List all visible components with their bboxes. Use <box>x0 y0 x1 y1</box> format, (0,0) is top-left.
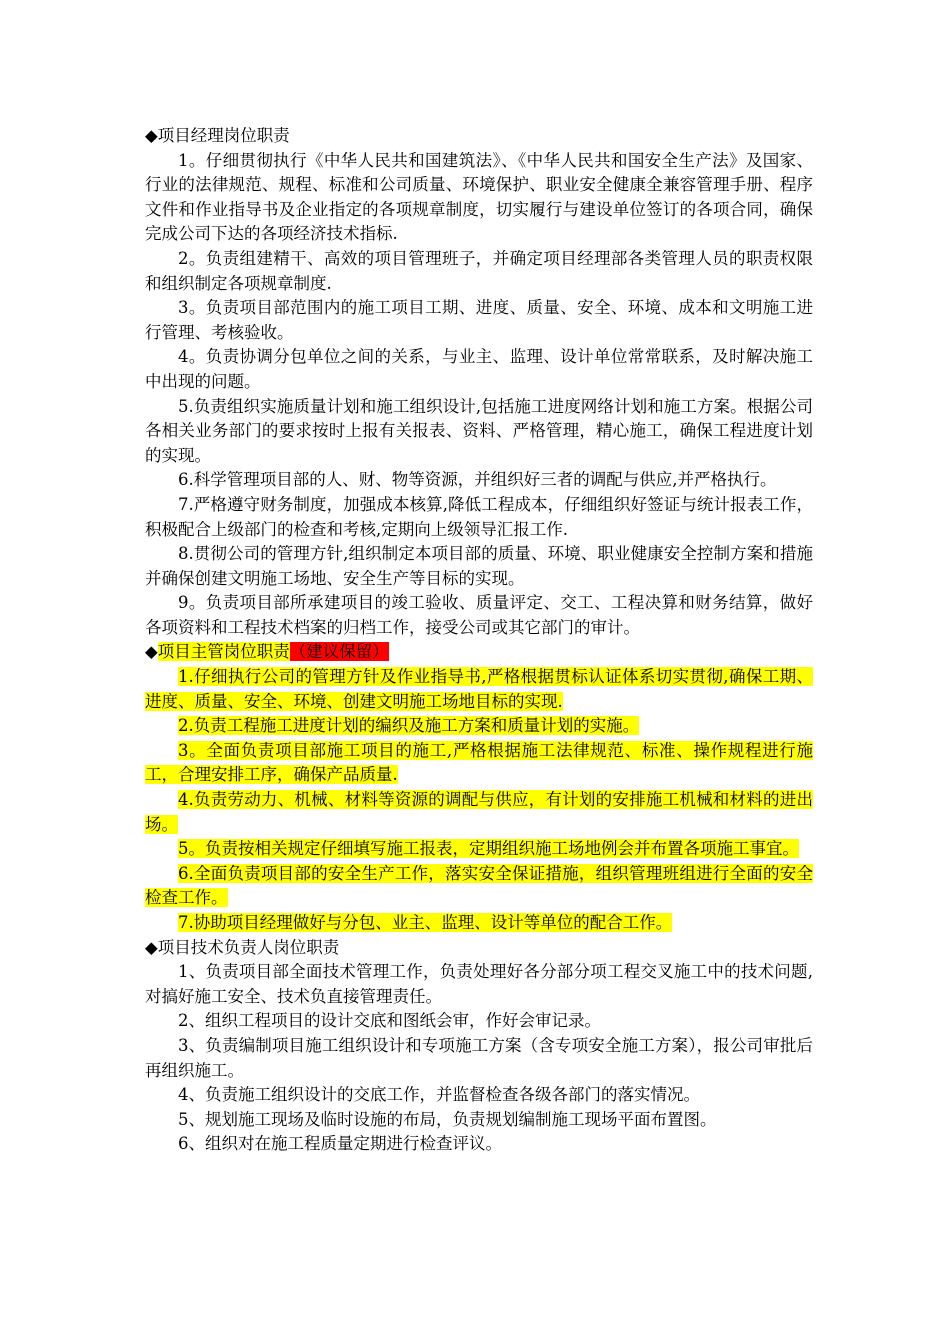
diamond-bullet-icon: ◆ <box>145 126 158 145</box>
document-page <box>145 124 813 1157</box>
list-item: 7.严格遵守财务制度，加强成本核算,降低工程成本，仔细组织好签证与统计报表工作，积极配合上级部门的检查和考核,定期向上级领导汇报工作. <box>145 494 813 539</box>
list-item: 2。负责组建精干、高效的项目管理班子，并确定项目经理部各类管理人员的职责权限和组织制定各项规章制度. <box>145 248 813 293</box>
list-item: 1、负责项目部全面技术管理工作，负责处理好各分部分项工程交叉施工中的技术问题,对搞好施工安全、技术负直接管理责任。 <box>145 962 813 1006</box>
list-item: 3、负责编制项目施工组织设计和专项施工方案（含专项安全施工方案），报公司审批后再组织施工。 <box>145 1035 813 1080</box>
list-item: 3。全面负责项目部施工项目的施工,严格根据施工法律规范、标准、操作规程进行施工，合理安排工序，确保产品质量. <box>145 740 813 785</box>
diamond-bullet-icon: ◆ <box>145 642 158 662</box>
list-item: 7.协助项目经理做好与分包、业主、监理、设计等单位的配合工作。 <box>178 913 673 932</box>
list-item: 9。负责项目部所承建项目的竣工验收、质量评定、交工、工程决算和财务结算，做好各项资料和工程技术档案的归档工作，接受公司或其它部门的审计。 <box>145 593 813 637</box>
suggest-keep-note: （建议保留） <box>289 642 389 662</box>
list-item: 6.全面负责项目部的安全生产工作，落实安全保证措施，组织管理班组进行全面的安全检查工作。 <box>145 863 813 908</box>
list-item: 6、组织对在施工程质量定期进行检查评议。 <box>178 1134 502 1154</box>
list-item: 4.负责劳动力、机械、材料等资源的调配与供应，有计划的安排施工机械和材料的进出场。 <box>145 790 813 834</box>
list-item: 6.科学管理项目部的人、财、物等资源，并组织好三者的调配与供应,并严格执行。 <box>178 470 777 490</box>
section-heading-technical-lead: ◆项目技术负责人岗位职责 <box>145 937 340 957</box>
section-heading-project-supervisor: ◆项目主管岗位职责（建议保留） <box>145 642 389 662</box>
section-heading-project-manager: ◆项目经理岗位职责 <box>145 126 290 145</box>
list-item: 2.负责工程施工进度计划的编织及施工方案和质量计划的实施。 <box>178 716 640 736</box>
list-item: 1.仔细执行公司的管理方针及作业指导书,严格根据贯标认证体系切实贯彻,确保工期、进度、质量、安全、环境、创建文明施工场地目标的实现. <box>145 667 813 711</box>
list-item: 5。负责按相关规定仔细填写施工报表，定期组织施工场地例会并布置各项施工事宜。 <box>178 839 799 859</box>
list-item: 5、规划施工现场及临时设施的布局，负责规划编制施工现场平面布置图。 <box>178 1109 717 1129</box>
list-item: 1。仔细贯彻执行《中华人民共和国建筑法》、《中华人民共和国安全生产法》及国家、行业的法律规范、规程、标准和公司质量、环境保护、职业安全健康全兼容管理手册、程序文件和作业指导书及企业指定的各项规章制度，切实履行与建设单位签订的各项合同，确保完成公司下达的各项经济技术指标. <box>145 150 813 244</box>
list-item: 3。负责项目部范围内的施工项目工期、进度、质量、安全、环境、成本和文明施工进行管理、考核验收。 <box>145 298 813 342</box>
list-item: 4。负责协调分包单位之间的关系，与业主、监理、设计单位常常联系，及时解决施工中出现的问题。 <box>145 347 813 391</box>
list-item: 8.贯彻公司的管理方针,组织制定本项目部的质量、环境、职业健康安全控制方案和措施并确保创建文明施工场地、安全生产等目标的实现。 <box>145 544 813 588</box>
list-item: 5.负责组织实施质量计划和施工组织设计,包括施工进度网络计划和施工方案。根据公司各相关业务部门的要求按时上报有关报表、资料、严格管理，精心施工，确保工程进度计划的实现。 <box>145 396 813 465</box>
list-item: 2、组织工程项目的设计交底和图纸会审，作好会审记录。 <box>178 1011 601 1031</box>
diamond-bullet-icon: ◆ <box>145 937 158 957</box>
list-item: 4、负责施工组织设计的交底工作，并监督检查各级各部门的落实情况。 <box>178 1085 700 1105</box>
